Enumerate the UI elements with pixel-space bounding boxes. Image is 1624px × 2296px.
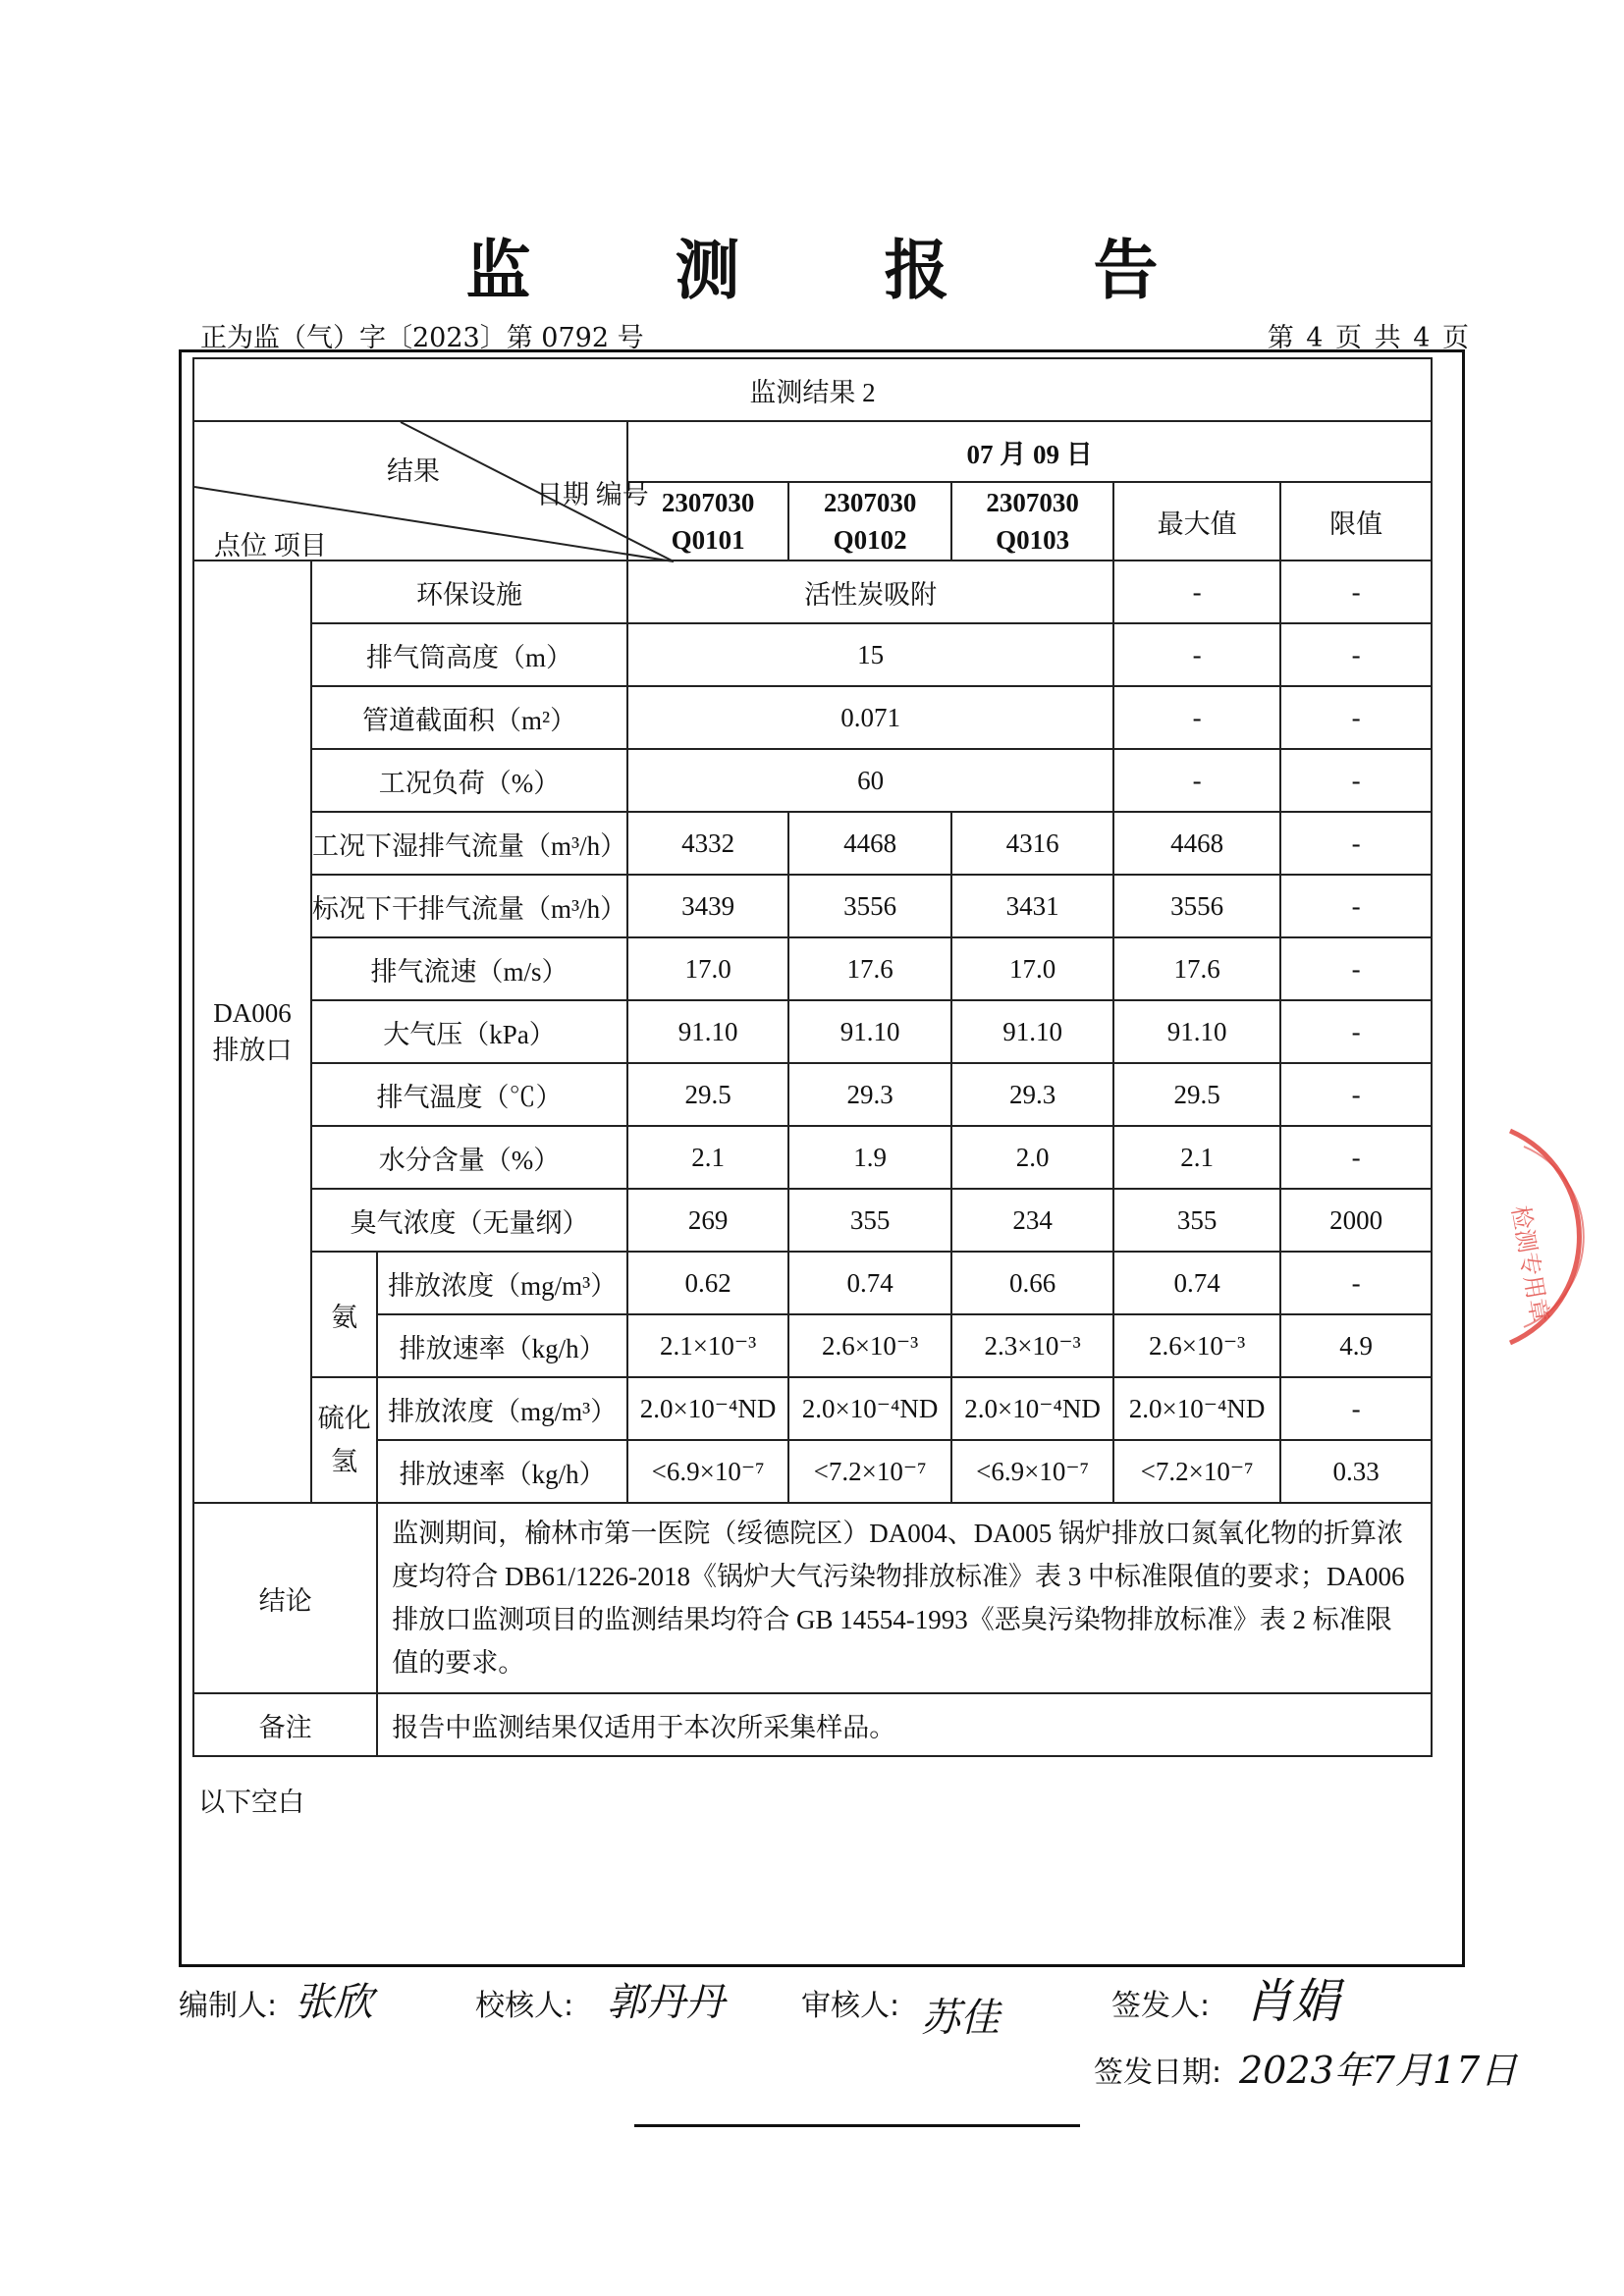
max-value: 91.10 bbox=[1113, 1000, 1280, 1063]
max-value: 3556 bbox=[1113, 875, 1280, 937]
table-row bbox=[193, 1126, 1432, 1189]
issue-date: 2023年7月17日 bbox=[1239, 2049, 1518, 2092]
value-1: 17.0 bbox=[627, 937, 788, 1000]
page-number: 第 4 页 共 4 页 bbox=[1267, 323, 1471, 353]
item-label: 排气流速（m/s） bbox=[311, 937, 627, 1000]
value-1: 4332 bbox=[627, 812, 788, 875]
group-label-ammonia: 氨 bbox=[311, 1252, 377, 1377]
item-label: 排放速率（kg/h） bbox=[377, 1314, 627, 1377]
item-label: 排气筒高度（m） bbox=[311, 623, 627, 686]
value-3: 3431 bbox=[951, 875, 1113, 937]
value-2: 91.10 bbox=[788, 1000, 951, 1063]
value-1: 2.1×10⁻³ bbox=[627, 1314, 788, 1377]
max-value: - bbox=[1113, 623, 1280, 686]
limit-value: 2000 bbox=[1280, 1189, 1432, 1252]
value-1: 3439 bbox=[627, 875, 788, 937]
point-label: DA006 排放口 bbox=[193, 561, 311, 1503]
checker-label: 校核人: bbox=[475, 1989, 574, 2023]
table-row bbox=[193, 937, 1432, 1000]
max-header: 最大值 bbox=[1113, 482, 1280, 561]
reviewer-label: 审核人: bbox=[801, 1989, 900, 2023]
reviewer-signature: 苏佳 bbox=[921, 1996, 1000, 2041]
max-value: 355 bbox=[1113, 1189, 1280, 1252]
sample-id-2: 2307030 Q0102 bbox=[788, 482, 951, 561]
value-3: 0.66 bbox=[951, 1252, 1113, 1314]
max-value: 17.6 bbox=[1113, 937, 1280, 1000]
value-3: 4316 bbox=[951, 812, 1113, 875]
value-2: 0.74 bbox=[788, 1252, 951, 1314]
item-label: 管道截面积（m²） bbox=[311, 686, 627, 749]
limit-value: - bbox=[1280, 812, 1432, 875]
table-row bbox=[193, 812, 1432, 875]
checker-signature: 郭丹丹 bbox=[607, 1980, 725, 2025]
limit-value: 4.9 bbox=[1280, 1314, 1432, 1377]
blank-note: 以下空白 bbox=[198, 1788, 304, 1817]
item-label: 环保设施 bbox=[311, 561, 627, 623]
item-label: 臭气浓度（无量纲） bbox=[311, 1189, 627, 1252]
results-table bbox=[192, 357, 1433, 1757]
remark-row bbox=[193, 1693, 1432, 1756]
value-3: 2.0×10⁻⁴ND bbox=[951, 1377, 1113, 1440]
issuer-label: 签发人: bbox=[1111, 1989, 1211, 2023]
value-1: <6.9×10⁻⁷ bbox=[627, 1440, 788, 1503]
max-value: 0.74 bbox=[1113, 1252, 1280, 1314]
value-3: 91.10 bbox=[951, 1000, 1113, 1063]
limit-value: - bbox=[1280, 749, 1432, 812]
max-value: <7.2×10⁻⁷ bbox=[1113, 1440, 1280, 1503]
max-value: 2.6×10⁻³ bbox=[1113, 1314, 1280, 1377]
max-value: 2.1 bbox=[1113, 1126, 1280, 1189]
corner-result: 结果 bbox=[387, 456, 440, 486]
group-label-hydrogen-sulfide: 硫化 氢 bbox=[311, 1377, 377, 1503]
item-label: 大气压（kPa） bbox=[311, 1000, 627, 1063]
value-2: 29.3 bbox=[788, 1063, 951, 1126]
value-2: 4468 bbox=[788, 812, 951, 875]
table-row bbox=[193, 1440, 1432, 1503]
table-row bbox=[193, 1063, 1432, 1126]
limit-value: - bbox=[1280, 623, 1432, 686]
limit-value: 0.33 bbox=[1280, 1440, 1432, 1503]
report-title: 监 测 报 告 bbox=[465, 232, 1219, 308]
item-label: 工况负荷（%） bbox=[311, 749, 627, 812]
max-value: - bbox=[1113, 749, 1280, 812]
limit-value: - bbox=[1280, 1252, 1432, 1314]
table-row bbox=[193, 561, 1432, 623]
value-3: <6.9×10⁻⁷ bbox=[951, 1440, 1113, 1503]
table-caption: 监测结果 2 bbox=[193, 358, 1432, 421]
limit-value: - bbox=[1280, 561, 1432, 623]
max-value: 4468 bbox=[1113, 812, 1280, 875]
corner-date-number: 日期 编号 bbox=[536, 480, 649, 509]
conclusion-text: 监测期间，榆林市第一医院（绥德院区）DA004、DA005 锅炉排放口氮氧化物的折算浓度均符合 DB61/1226-2018《锅炉大气污染物排放标准》表 3 中标准限值的要求；DA006 排放口监测项目的监测结果均符合 GB 14554-1993《恶臭污染物排放标准》表 2 标准限值的要求。 bbox=[377, 1503, 1432, 1693]
item-label: 水分含量（%） bbox=[311, 1126, 627, 1189]
limit-value: - bbox=[1280, 1126, 1432, 1189]
svg-text:检测专用章: 检测专用章 bbox=[1506, 1203, 1554, 1325]
item-label: 排放速率（kg/h） bbox=[377, 1440, 627, 1503]
limit-value: - bbox=[1280, 875, 1432, 937]
merged-value: 15 bbox=[627, 623, 1113, 686]
merged-value: 60 bbox=[627, 749, 1113, 812]
value-2: <7.2×10⁻⁷ bbox=[788, 1440, 951, 1503]
max-value: 2.0×10⁻⁴ND bbox=[1113, 1377, 1280, 1440]
value-1: 2.0×10⁻⁴ND bbox=[627, 1377, 788, 1440]
value-3: 2.3×10⁻³ bbox=[951, 1314, 1113, 1377]
value-1: 269 bbox=[627, 1189, 788, 1252]
table-row bbox=[193, 623, 1432, 686]
value-2: 2.6×10⁻³ bbox=[788, 1314, 951, 1377]
compiler-label: 编制人: bbox=[179, 1989, 278, 2023]
max-value: 29.5 bbox=[1113, 1063, 1280, 1126]
footer-rule bbox=[634, 2124, 1080, 2127]
value-1: 29.5 bbox=[627, 1063, 788, 1126]
conclusion-row bbox=[193, 1503, 1432, 1693]
value-1: 0.62 bbox=[627, 1252, 788, 1314]
conclusion-label: 结论 bbox=[193, 1503, 377, 1693]
table-row bbox=[193, 686, 1432, 749]
issue-date-label: 签发日期: bbox=[1094, 2056, 1222, 2090]
value-3: 234 bbox=[951, 1189, 1113, 1252]
table-row bbox=[193, 749, 1432, 812]
value-2: 1.9 bbox=[788, 1126, 951, 1189]
item-label: 标况下干排气流量（m³/h） bbox=[311, 875, 627, 937]
max-value: - bbox=[1113, 561, 1280, 623]
table-row bbox=[193, 1252, 1432, 1314]
limit-value: - bbox=[1280, 1000, 1432, 1063]
limit-value: - bbox=[1280, 1063, 1432, 1126]
value-1: 91.10 bbox=[627, 1000, 788, 1063]
item-label: 排气温度（℃） bbox=[311, 1063, 627, 1126]
value-2: 3556 bbox=[788, 875, 951, 937]
sample-id-1: 2307030 Q0101 bbox=[627, 482, 788, 561]
limit-header: 限值 bbox=[1280, 482, 1432, 561]
limit-value: - bbox=[1280, 937, 1432, 1000]
table-row bbox=[193, 875, 1432, 937]
value-3: 2.0 bbox=[951, 1126, 1113, 1189]
remark-label: 备注 bbox=[193, 1693, 377, 1756]
value-1: 2.1 bbox=[627, 1126, 788, 1189]
value-2: 355 bbox=[788, 1189, 951, 1252]
table-row bbox=[193, 1377, 1432, 1440]
item-label: 工况下湿排气流量（m³/h） bbox=[311, 812, 627, 875]
corner-point-item: 点位 项目 bbox=[214, 531, 327, 561]
value-2: 17.6 bbox=[788, 937, 951, 1000]
item-label: 排放浓度（mg/m³） bbox=[377, 1252, 627, 1314]
value-3: 29.3 bbox=[951, 1063, 1113, 1126]
table-row bbox=[193, 1000, 1432, 1063]
limit-value: - bbox=[1280, 686, 1432, 749]
corner-header bbox=[193, 421, 649, 561]
document-number: 正为监（气）字〔2023〕第 0792 号 bbox=[200, 323, 644, 353]
value-2: 2.0×10⁻⁴ND bbox=[788, 1377, 951, 1440]
issuer-signature: 肖娟 bbox=[1245, 1974, 1340, 2029]
limit-value: - bbox=[1280, 1377, 1432, 1440]
merged-value: 0.071 bbox=[627, 686, 1113, 749]
value-3: 17.0 bbox=[951, 937, 1113, 1000]
max-value: - bbox=[1113, 686, 1280, 749]
merged-value: 活性炭吸附 bbox=[627, 561, 1113, 623]
date-header: 07 月 09 日 bbox=[627, 421, 1432, 482]
table-row bbox=[193, 1189, 1432, 1252]
red-seal-stamp bbox=[1473, 1119, 1624, 1355]
sample-id-3: 2307030 Q0103 bbox=[951, 482, 1113, 561]
compiler-signature: 张欣 bbox=[295, 1980, 373, 2025]
item-label: 排放浓度（mg/m³） bbox=[377, 1377, 627, 1440]
remark-text: 报告中监测结果仅适用于本次所采集样品。 bbox=[377, 1693, 1432, 1756]
table-row bbox=[193, 1314, 1432, 1377]
